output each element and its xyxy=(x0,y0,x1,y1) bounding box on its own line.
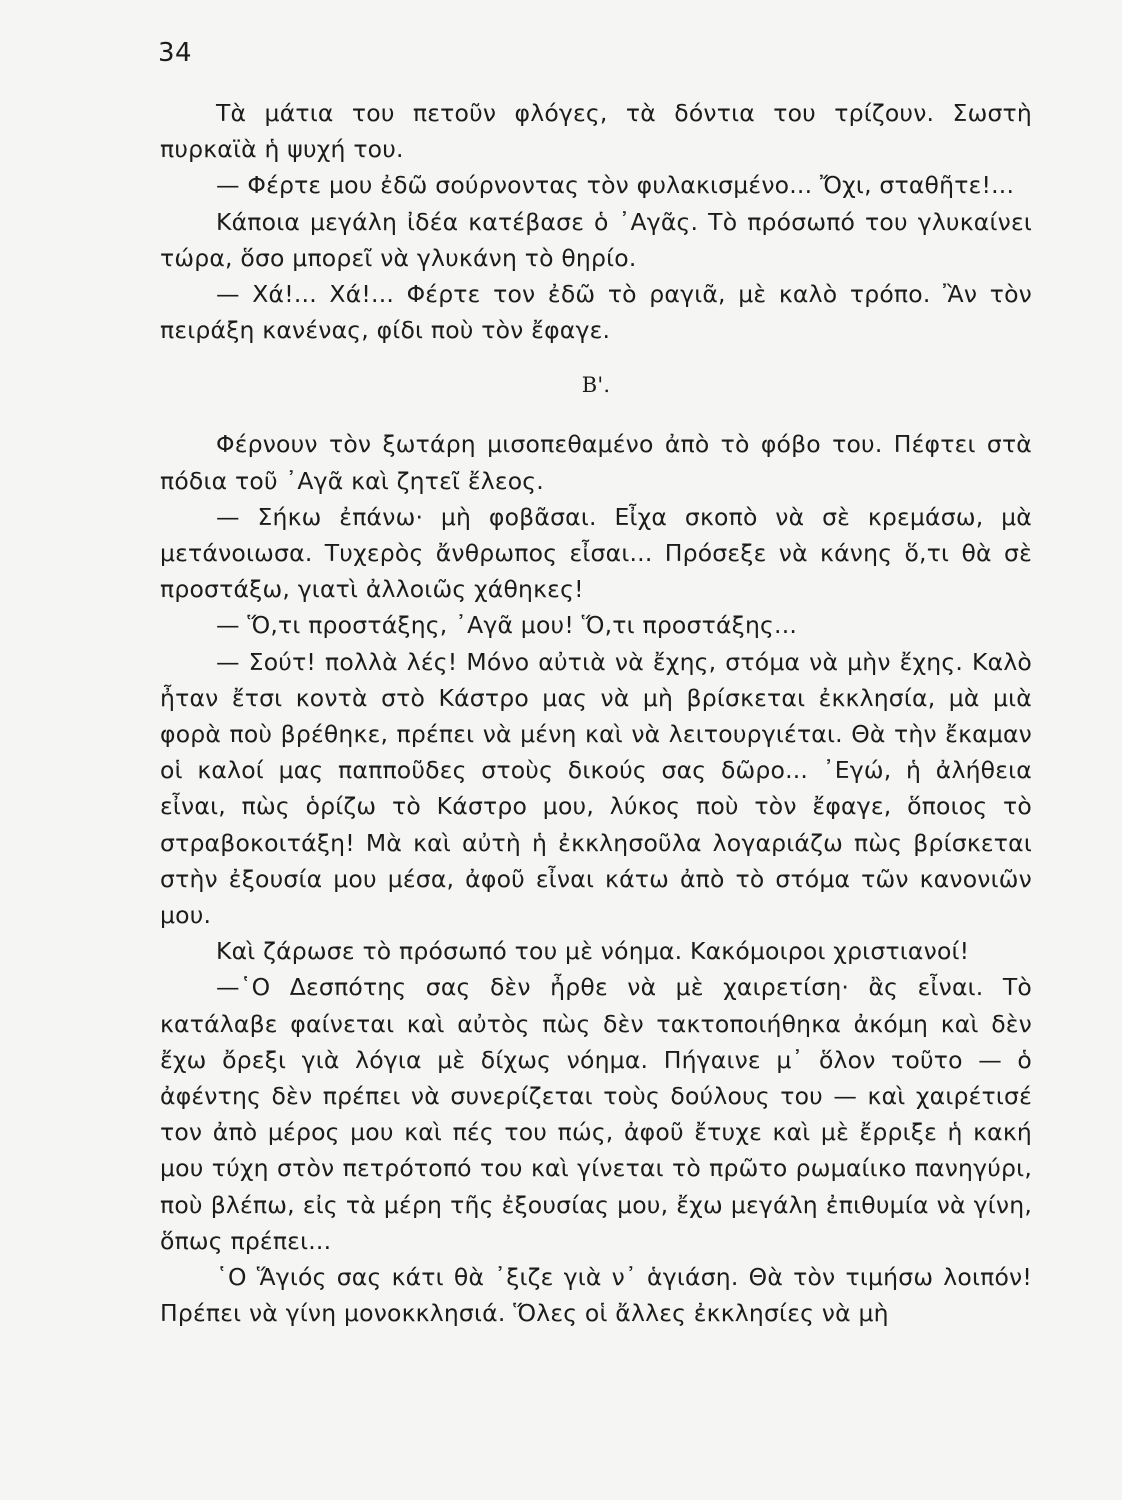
paragraph: — Σήκω ἐπάνω· μὴ φοβᾶσαι. Εἶχα σκοπὸ νὰ σὲ κρεμάσω, μὰ μετάνοιωσα. Τυχερὸς ἄνθρωπος εἶσαι... Πρόσεξε νὰ κάνης ὅ,τι θὰ σὲ προστάξω, γιατὶ ἀλλοιῶς χάθηκες! xyxy=(160,502,1032,604)
paragraph: Τὰ μάτια του πετοῦν φλόγες, τὰ δόντια του τρίζουν. Σωστὴ πυρκαϊὰ ἡ ψυχή του. xyxy=(160,99,1032,164)
paragraph: Φέρνουν τὸν ξωτάρη μισοπεθαμένο ἀπὸ τὸ φόβο του. Πέφτει στὰ πόδια τοῦ ᾿Αγᾶ καὶ ζητεῖ ἔλεος. xyxy=(160,430,1032,495)
paragraph: — Σούτ! πολλὰ λές! Μόνο αὐτιὰ νὰ ἔχης, στόμα νὰ μὴν ἔχης. Καλὸ ἦταν ἔτσι κοντὰ στὸ Κάστρο μας νὰ μὴ βρίσκεται ἐκκλησία, μὰ μιὰ φορὰ ποὺ βρέθηκε, πρέπει νὰ μένη καὶ νὰ λειτουργιέται. Θὰ τὴν ἔκαμαν οἱ καλοί μας παπποῦδες στοὺς δικούς σας δῶρο... ᾿Εγώ, ἡ ἀλήθεια εἶναι, πὼς ὁρίζω τὸ Κάστρο μου, λύκος ποὺ τὸν ἔφαγε, ὅποιος τὸ στραβοκοιτάξη! Μὰ καὶ αὐτὴ ἡ ἐκκλησοῦλα λογαριάζω πὼς βρίσκεται στὴν ἐξουσία μου μέσα, ἀφοῦ εἶναι κάτω ἀπὸ τὸ στόμα τῶν κανονιῶν μου. xyxy=(160,647,1032,930)
paragraph: —῾Ο Δεσπότης σας δὲν ἦρθε νὰ μὲ χαιρετίση· ἂς εἶναι. Τὸ κατάλαβε φαίνεται καὶ αὐτὸς πὼς δὲν τακτοποιήθηκα ἀκόμη καὶ δὲν ἔχω ὄρεξι γιὰ λόγια μὲ δίχως νόημα. Πήγαινε μ᾿ ὅλον τοῦτο — ὁ ἀφέντης δὲν πρέπει νὰ συνερίζεται τοὺς δούλους του — καὶ χαιρέτισέ τον ἀπὸ μέρος μου καὶ πές του πώς, ἀφοῦ ἔτυχε καὶ μὲ ἔρριξε ἡ κακή μου τύχη στὸν πετρότοπό του καὶ γίνεται τὸ πρῶτο ρωμαίικο πανηγύρι, ποὺ βλέπω, εἰς τὰ μέρη τῆς ἐξουσίας μου, ἔχω μεγάλη ἐπιθυμία νὰ γίνη, ὅπως πρέπει... xyxy=(160,973,1032,1255)
body-text xyxy=(160,95,1032,1332)
paragraph: — Φέρτε μου ἐδῶ σούρνοντας τὸν φυλακισμένο... Ὄχι, σταθῆτε!... xyxy=(216,171,1015,200)
paragraph: ῾Ο Ἅγιός σας κάτι θὰ ᾿ξιζε γιὰ ν᾿ ἁγιάση. Θὰ τὸν τιμήσω λοιπόν! Πρέπει νὰ γίνη μονοκκλησιά. Ὅλες οἱ ἄλλες ἐκκλησίες νὰ μὴ xyxy=(160,1263,1032,1328)
paragraph: Καὶ ζάρωσε τὸ πρόσωπό του μὲ νόημα. Κακόμοιροι χριστιανοί! xyxy=(216,937,970,966)
paragraph: Κάποια μεγάλη ἰδέα κατέβασε ὁ ᾿Αγᾶς. Τὸ πρόσωπό του γλυκαίνει τώρα, ὅσο μπορεῖ νὰ γλυκάνη τὸ θηρίο. xyxy=(160,207,1032,272)
page-number: 34 xyxy=(158,38,193,68)
paragraph: — Ὅ,τι προστάξης, ᾿Αγᾶ μου! Ὅ,τι προστάξης... xyxy=(216,611,798,640)
paragraph: — Χά!... Χά!... Φέρτε τον ἐδῶ τὸ ραγιᾶ, μὲ καλὸ τρόπο. Ἂν τὸν πειράξη κανένας, φίδι ποὺ τὸν ἔφαγε. xyxy=(160,280,1032,345)
section-heading: Β'. xyxy=(581,373,611,398)
